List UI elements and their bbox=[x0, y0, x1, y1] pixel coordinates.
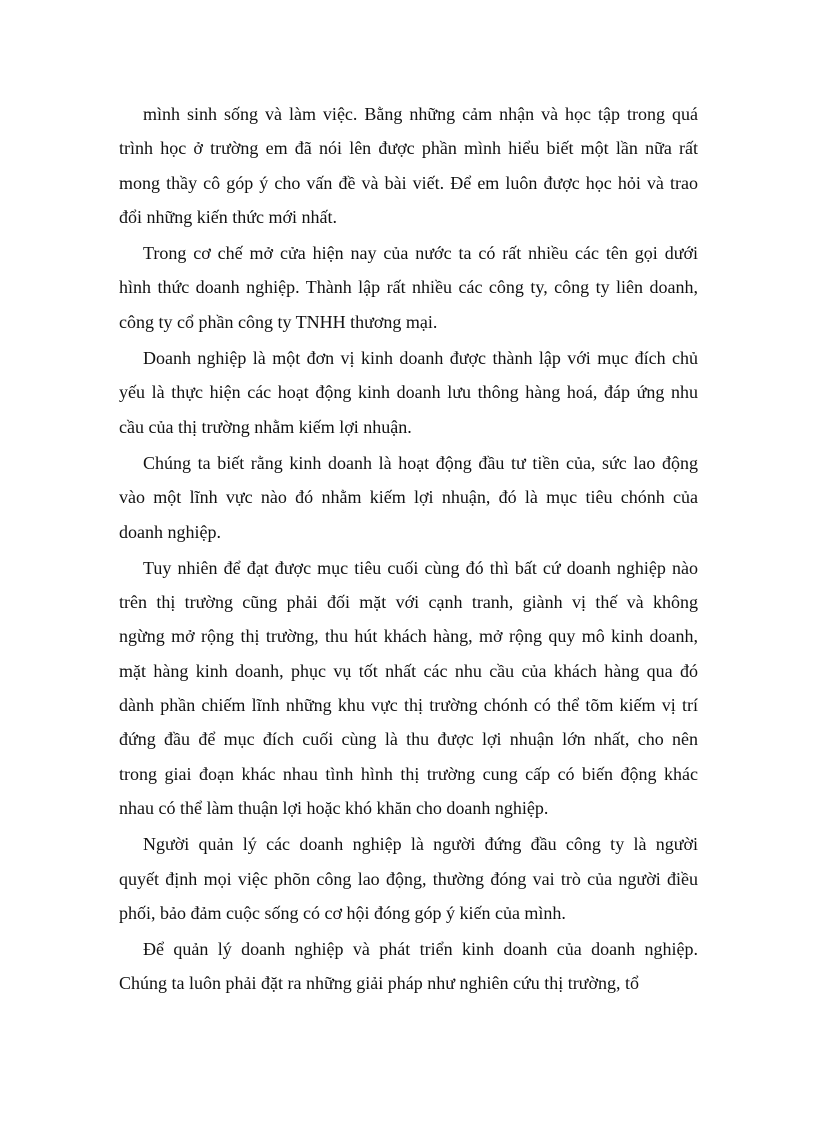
text-line: Tuy nhiên để đạt được mục tiêu cuối cùng đó thì bất cứ doanh nghiệp nào bbox=[143, 557, 698, 578]
paragraph-3 bbox=[119, 341, 698, 444]
text-line: Chúng ta luôn phải đặt ra những giải pháp như nghiên cứu thị trường, tổ bbox=[119, 973, 639, 994]
text-line: trình học ở trường em đã nói lên được phần mình hiểu biết một lần nữa rất bbox=[119, 138, 698, 159]
text-line: nhau có thể làm thuận lợi hoặc khó khăn cho doanh nghiệp. bbox=[119, 797, 549, 818]
text-line: Doanh nghiệp là một đơn vị kinh doanh được thành lập với mục đích chủ bbox=[143, 348, 698, 369]
text-line: cầu của thị trường nhằm kiếm lợi nhuận. bbox=[119, 416, 412, 437]
text-line: mình sinh sống và làm việc. Bằng những cảm nhận và học tập trong quá bbox=[143, 104, 698, 124]
paragraph-6 bbox=[119, 827, 698, 930]
text-line: vào một lĩnh vực nào đó nhằm kiếm lợi nhuận, đó là mục tiêu chónh của bbox=[119, 487, 698, 508]
text-line: Để quản lý doanh nghiệp và phát triển kinh doanh của doanh nghiệp. bbox=[143, 939, 698, 960]
text-line: hình thức doanh nghiệp. Thành lập rất nhiều các công ty, công ty liên doanh, bbox=[119, 277, 698, 298]
text-line: Người quản lý các doanh nghiệp là người đứng đầu công ty là người bbox=[143, 834, 698, 855]
text-line: Chúng ta biết rằng kinh doanh là hoạt động đầu tư tiền của, sức lao động bbox=[143, 452, 698, 473]
text-line: trong giai đoạn khác nhau tình hình thị trường cung cấp có biến động khác bbox=[119, 763, 698, 784]
text-line: trên thị trường cũng phải đối mặt với cạnh tranh, giành vị thế và không bbox=[119, 592, 698, 613]
text-line: doanh nghiệp. bbox=[119, 521, 221, 542]
text-line: mong thầy cô góp ý cho vấn đề và bài viết. Để em luôn được học hỏi và trao bbox=[119, 172, 698, 193]
text-line: dành phần chiếm lĩnh những khu vực thị trường chónh có thể tõm kiếm vị trí bbox=[119, 695, 698, 716]
text-line: Trong cơ chế mở cửa hiện nay của nước ta có rất nhiều các tên gọi dưới bbox=[143, 243, 698, 264]
text-line: đứng đầu để mục đích cuối cùng là thu được lợi nhuận lớn nhất, cho nên bbox=[119, 729, 698, 750]
text-line: quyết định mọi việc phõn công lao động, thường đóng vai trò của người điều bbox=[119, 868, 698, 889]
paragraph-4 bbox=[119, 446, 698, 549]
text-line: công ty cổ phần công ty TNHH thương mại. bbox=[119, 311, 438, 332]
text-line: yếu là thực hiện các hoạt động kinh doanh lưu thông hàng hoá, đáp ứng nhu bbox=[119, 382, 698, 403]
paragraph-1 bbox=[119, 97, 698, 234]
paragraph-5 bbox=[119, 551, 698, 825]
paragraph-7 bbox=[119, 932, 698, 1001]
paragraph-2 bbox=[119, 236, 698, 339]
text-line: đổi những kiến thức mới nhất. bbox=[119, 206, 338, 227]
document-body bbox=[119, 97, 698, 1003]
text-line: phối, bảo đảm cuộc sống có cơ hội đóng góp ý kiến của mình. bbox=[119, 902, 566, 923]
text-line: mặt hàng kinh doanh, phục vụ tốt nhất các nhu cầu của khách hàng qua đó bbox=[119, 660, 698, 681]
text-line: ngừng mở rộng thị trường, thu hút khách hàng, mở rộng quy mô kinh doanh, bbox=[119, 626, 698, 647]
